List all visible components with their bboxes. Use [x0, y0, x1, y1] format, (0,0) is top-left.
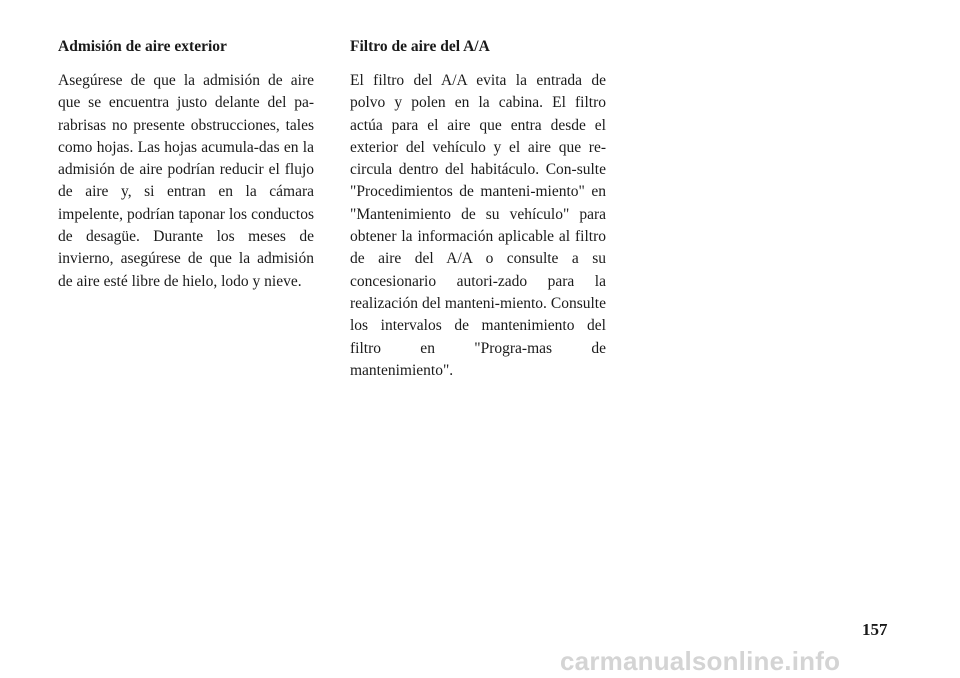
section-body-outside-air-intake: Asegúrese de que la admisión de aire que se encuentra justo delante del pa-rabrisas no presente obstrucciones, tales como hojas. Las hojas acumula-das en la admisión de aire podrían reducir el flujo de aire y, si entran en la cámara impelente, podrían taponar los conductos de desagüe. Durante los meses de invierno, asegúrese de que la admisión de aire esté libre de hielo, lodo y nieve. [58, 72, 314, 290]
left-column [58, 36, 314, 293]
page-number: 157 [862, 620, 888, 639]
section-heading-outside-air-intake: Admisión de aire exterior [58, 38, 227, 55]
section-heading-ac-air-filter: Filtro de aire del A/A [350, 38, 490, 55]
right-column [350, 36, 606, 382]
section-body-ac-air-filter: El filtro del A/A evita la entrada de polvo y polen en la cabina. El filtro actúa para el aire que entra desde el exterior del vehículo y el aire que re-circula dentro del habitáculo. Con-sulte "Procedimientos de manteni-miento" en "Mantenimiento de su vehículo" para obtener la información aplicable al filtro de aire del A/A o consulte a su concesionario autori-zado para la realización del manteni-miento. Consulte los intervalos de mantenimiento del filtro en "Progra-mas de mantenimiento". [350, 72, 606, 379]
watermark: carmanualsonline.info [560, 646, 841, 676]
